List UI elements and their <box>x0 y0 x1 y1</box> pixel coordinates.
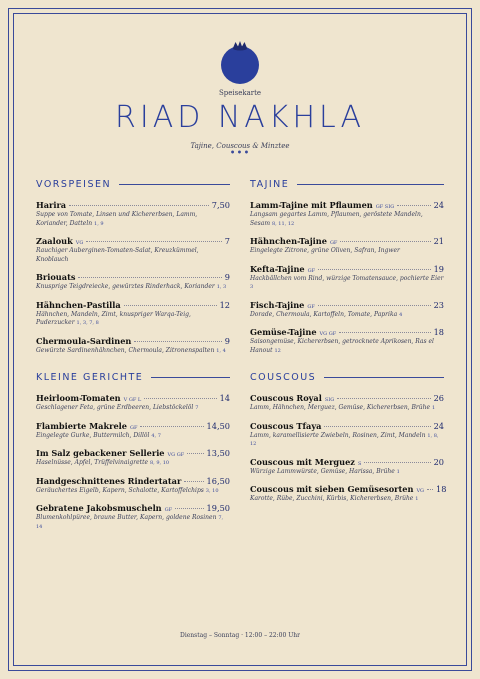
section-divider <box>151 377 230 378</box>
menu-item <box>250 200 444 228</box>
dish-description <box>36 211 230 228</box>
allergen-codes: 1, 3 <box>216 284 227 290</box>
dish-description <box>250 338 444 355</box>
restaurant-name: RIAD NAKHLA <box>115 100 365 135</box>
dish-price: 12 <box>219 299 230 310</box>
diet-tags: VG GF <box>319 331 337 337</box>
dish-name: Gebratene Jakobsmuscheln <box>36 503 162 513</box>
menu-item <box>36 448 230 468</box>
menu-item <box>36 336 230 356</box>
menu-item-row <box>36 421 230 431</box>
description-text: Gewürzte Sardinenhähnchen, Chermoula, Zitronenspalten <box>36 346 215 354</box>
menu-item <box>250 236 444 256</box>
menu-item <box>250 421 444 449</box>
dish-description <box>250 432 444 449</box>
description-text: Rauchiger Auberginen-Tomaten-Salat, Kreuzkümmel, Knoblauch <box>36 247 199 263</box>
description-text: Lamm, karamellisierte Zwiebeln, Rosinen, Zimt, Mandeln <box>250 431 426 439</box>
diet-tags: V GF L <box>123 397 142 403</box>
dish-description <box>250 404 444 413</box>
dish-name: Briouats <box>36 272 76 282</box>
allergen-codes: 1, 8, 12 <box>250 432 439 447</box>
dish-price: 20 <box>433 456 444 467</box>
description-text: Suppe von Tomate, Linsen und Kichererbsen, Lamm, Koriander, Datteln <box>36 211 198 227</box>
menu-item <box>36 476 230 496</box>
dish-name: Flambierte Makrele <box>36 420 127 431</box>
menu-item <box>250 393 444 413</box>
dish-name: Hähnchen-Pastilla <box>36 299 121 310</box>
section-header-couscous <box>250 369 444 385</box>
dish-name: Chermoula-Sardinen <box>36 335 132 346</box>
diet-tags: GF <box>129 424 138 431</box>
dot-leader <box>184 481 203 482</box>
description-text: Lamm, Hähnchen, Merguez, Gemüse, Kichererbsen, Brühe <box>250 404 431 411</box>
dish-price: 14 <box>219 393 230 403</box>
allergen-codes: 1, 3, 7, 8 <box>76 320 99 326</box>
menu-item-row <box>250 236 444 246</box>
menu-item-row <box>250 457 444 467</box>
list-couscous <box>250 393 447 504</box>
dish-description <box>36 459 230 468</box>
menu-item <box>250 484 447 504</box>
dot-leader <box>140 426 203 427</box>
menu-item-row <box>250 393 444 403</box>
menu-item <box>250 264 444 292</box>
right-column <box>250 176 447 512</box>
menu-item <box>36 236 230 264</box>
allergen-codes: 8, 11, 12 <box>271 220 295 227</box>
menu-item-row <box>36 200 230 210</box>
dish-description <box>36 311 230 328</box>
dot-leader <box>175 508 203 509</box>
description-text: Eingelegte Zitrone, grüne Oliven, Safran, Ingwer <box>250 247 400 254</box>
allergen-codes: 4, 7 <box>151 432 161 439</box>
dish-name: Couscous Royal <box>250 393 322 403</box>
description-text: Würzige Lammwürste, Gemüse, Harissa, Brühe <box>250 467 395 475</box>
description-text: Saisongemüse, Kichererbsen, getrocknete Aprikosen, Ras el Hanout <box>250 338 434 354</box>
dish-price: 24 <box>433 200 444 210</box>
dish-name: Gemüse-Tajine <box>250 327 317 337</box>
dish-name: Couscous mit Merguez <box>250 456 355 467</box>
dish-description <box>36 514 230 531</box>
blueberry-logo-icon <box>216 38 264 86</box>
allergen-codes: 3 <box>250 284 254 290</box>
dish-name: Im Salz gebackener Sellerie <box>36 448 165 458</box>
menu-item-row <box>36 300 230 310</box>
dish-name: Couscous Tfaya <box>250 420 322 431</box>
dish-price: 18 <box>433 327 444 337</box>
ornament-dots: ••• <box>229 148 251 159</box>
dish-price: 14,50 <box>206 420 230 431</box>
description-text: Hackbällchen vom Rind, würzige Tomatensauce, pochierte Eier <box>250 274 444 282</box>
dot-leader <box>339 332 430 333</box>
dish-price: 24 <box>433 420 444 431</box>
section-title: COUSCOUS <box>250 371 317 383</box>
allergen-codes: 4 <box>399 311 403 318</box>
description-text: Blumenkohlpüree, braune Butter, Kapern, goldene Rosinen <box>36 514 217 521</box>
menu-item-row <box>36 448 230 458</box>
list-vorspeisen <box>36 200 230 355</box>
dot-leader <box>144 398 216 399</box>
dish-price: 9 <box>224 335 230 346</box>
section-divider <box>119 184 230 185</box>
allergen-codes: 1 <box>396 468 400 475</box>
dish-description <box>250 311 444 320</box>
description-text: Knusprige Teigdreiecke, gewürztes Rinderhack, Koriander <box>36 283 215 290</box>
allergen-codes: 1, 4 <box>216 347 226 354</box>
diet-tags: GF <box>307 303 315 310</box>
menu-item-row <box>250 200 444 210</box>
dish-price: 19 <box>433 263 444 274</box>
diet-tags: VG <box>416 488 425 494</box>
description-text: Karotte, Rübe, Zucchini, Kürbis, Kichererbsen, Brühe <box>250 495 414 502</box>
dish-description <box>36 404 230 413</box>
left-column <box>36 176 230 539</box>
description-text: Langsam gegartes Lamm, Pflaumen, geröstete Mandeln, Sesam <box>250 211 423 227</box>
dot-leader <box>318 305 431 306</box>
tagline: Tajine, Couscous & Minztee <box>190 142 290 150</box>
dish-price: 7,50 <box>211 200 230 210</box>
dish-price: 23 <box>433 299 444 310</box>
description-text: Geräuchertes Eigelb, Kapern, Schalotte, Kartoffelchips <box>36 486 204 494</box>
description-text: Geschlagener Feta, grüne Erdbeeren, Liebstöckelöl <box>36 404 194 411</box>
description-text: Dorade, Chermoula, Kartoffeln, Tomate, Paprika <box>250 310 398 318</box>
dish-description <box>36 487 230 496</box>
menu-item <box>250 327 444 355</box>
dish-name: Kefta-Tajine <box>250 263 305 274</box>
diet-tags: GF <box>329 240 338 246</box>
menu-item-row <box>250 300 444 310</box>
dish-price: 7 <box>224 236 230 246</box>
allergen-codes: 7 <box>195 405 199 411</box>
dot-leader <box>427 489 433 490</box>
dot-leader <box>318 269 430 270</box>
menu-item <box>36 300 230 328</box>
dish-description <box>250 211 444 228</box>
diet-tags: SIG <box>324 397 335 403</box>
dish-name: Heirloom-Tomaten <box>36 393 121 403</box>
dish-description <box>250 247 444 256</box>
menu-item-row <box>36 476 230 486</box>
menu-item <box>36 393 230 413</box>
menu-item-row <box>250 421 444 431</box>
description-text: Haselnüsse, Apfel, Trüffelvinaigrette <box>36 459 149 466</box>
dot-leader <box>69 205 209 206</box>
dot-leader <box>78 277 221 278</box>
dish-price: 19,50 <box>206 503 230 513</box>
dot-leader <box>86 241 221 242</box>
dish-price: 9 <box>224 272 230 282</box>
menu-item-row <box>36 503 230 513</box>
dish-description <box>36 347 230 356</box>
dish-description <box>250 275 444 292</box>
menu-item <box>36 421 230 441</box>
dish-description <box>36 283 230 292</box>
dish-name: Zaalouk <box>36 236 73 246</box>
menu-item <box>250 457 444 477</box>
menu-item-row <box>36 336 230 346</box>
diet-tags: S <box>357 460 362 467</box>
menu-item-row <box>250 264 444 274</box>
dot-leader <box>324 426 430 427</box>
dish-name: Harira <box>36 200 67 210</box>
section-title: TAJINE <box>250 178 290 190</box>
menu-item <box>36 503 230 531</box>
section-title: VORSPEISEN <box>36 178 112 190</box>
dot-leader <box>397 205 430 206</box>
dish-description <box>250 495 444 504</box>
allergen-codes: 8, 9, 10 <box>149 460 170 466</box>
allergen-codes: 3, 10 <box>205 487 219 494</box>
dish-price: 21 <box>433 236 444 246</box>
section-header-tajine <box>250 176 444 192</box>
list-tajine <box>250 200 444 355</box>
description-text: Eingelegte Gurke, Buttermilch, Dillöl <box>36 431 150 439</box>
dish-description <box>250 468 444 477</box>
menu-item-row <box>36 272 230 282</box>
allergen-codes: 1, 9 <box>94 220 104 227</box>
section-header-kleine-gerichte <box>36 369 230 385</box>
dish-price: 18 <box>436 484 447 494</box>
menu-item-row <box>250 484 447 494</box>
dot-leader <box>337 398 430 399</box>
dish-name: Handgeschnittenes Rindertatar <box>36 475 182 486</box>
dish-price: 16,50 <box>206 475 230 486</box>
dish-price: 26 <box>433 393 444 403</box>
dish-price: 13,50 <box>206 448 230 458</box>
diet-tags: VG <box>75 240 84 246</box>
dish-description <box>36 247 230 264</box>
dot-leader <box>364 462 430 463</box>
menu-item-row <box>36 393 230 403</box>
menu-item-row <box>36 236 230 246</box>
allergen-codes: 7, 14 <box>36 515 224 530</box>
dish-name: Couscous mit sieben Gemüsesorten <box>250 484 414 494</box>
allergen-codes: 1 <box>415 496 419 502</box>
dish-name: Fisch-Tajine <box>250 299 305 310</box>
section-divider <box>324 377 444 378</box>
dish-name: Hähnchen-Tajine <box>250 236 327 246</box>
menu-item <box>36 200 230 228</box>
menu-kicker: Speisekarte <box>218 89 262 97</box>
dot-leader <box>134 341 221 342</box>
section-header-vorspeisen <box>36 176 230 192</box>
diet-tags: GF <box>307 267 316 274</box>
allergen-codes: 12 <box>274 347 281 354</box>
diet-tags: VG GF <box>167 452 185 458</box>
opening-hours: Dienstag – Sonntag · 12:00 – 22:00 Uhr <box>180 632 300 639</box>
menu-item-row <box>250 327 444 337</box>
diet-tags: GF SIG <box>375 204 395 210</box>
dot-leader <box>340 241 430 242</box>
dot-leader <box>124 305 217 306</box>
description-text: Hähnchen, Mandeln, Zimt, knuspriger Warqa-Teig, Puderzucker <box>36 310 191 326</box>
list-kleine-gerichte <box>36 393 230 531</box>
dish-name: Lamm-Tajine mit Pflaumen <box>250 200 373 210</box>
allergen-codes: 1 <box>431 405 436 411</box>
section-title: KLEINE GERICHTE <box>36 371 144 383</box>
dot-leader <box>187 453 203 454</box>
section-divider <box>297 184 444 185</box>
menu-item <box>250 300 444 320</box>
menu-item <box>36 272 230 292</box>
dish-description <box>36 432 230 441</box>
diet-tags: GF <box>164 507 173 513</box>
